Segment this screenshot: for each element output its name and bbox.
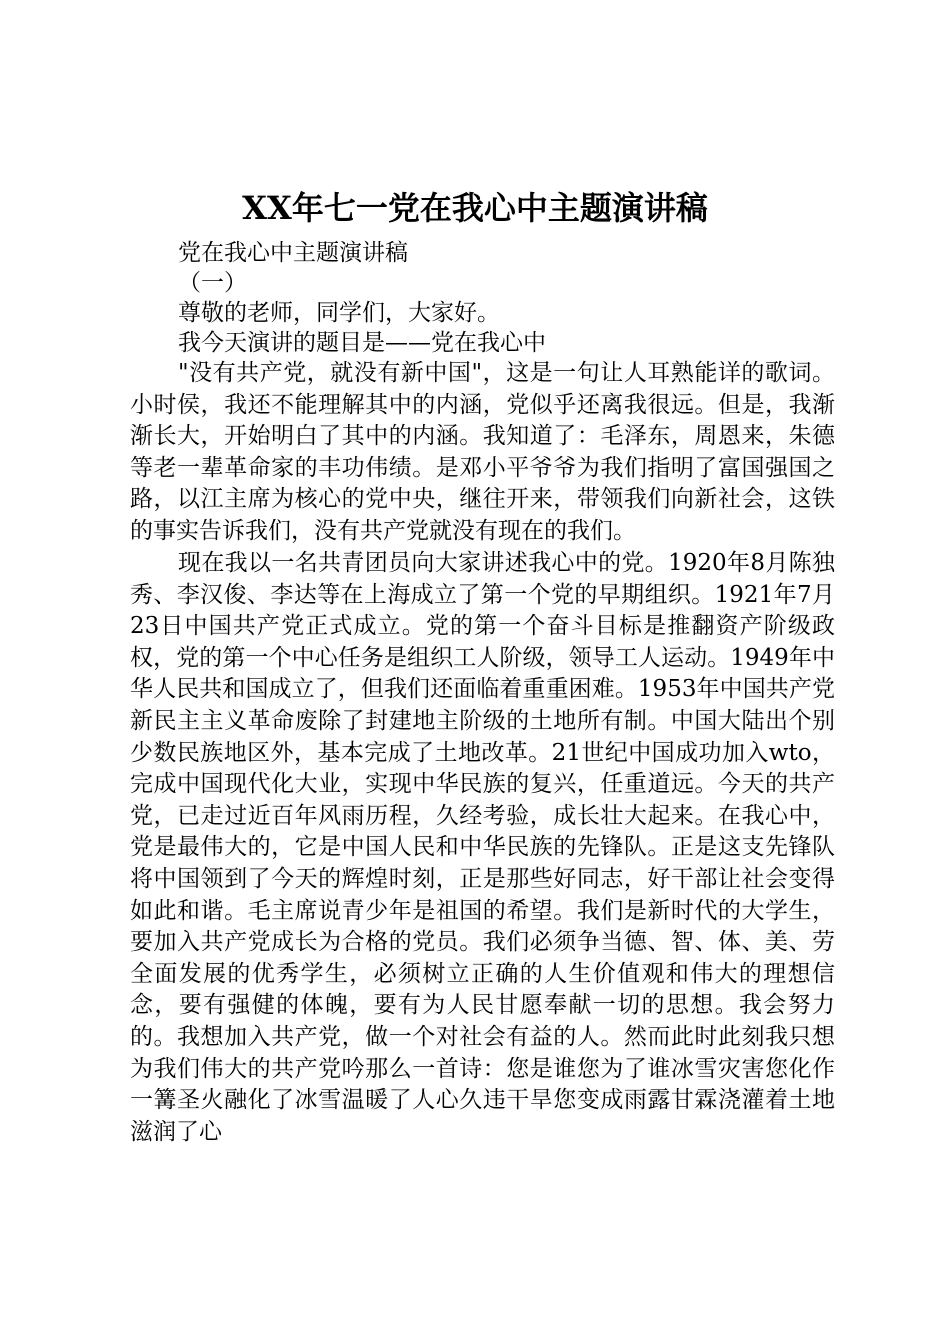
document-subtitle: 党在我心中主题演讲稿 bbox=[178, 240, 408, 266]
body-paragraph-2: 现在我以一名共青团员向大家讲述我心中的党。1920年8月陈独秀、李汉俊、李达等在上海成立了第一个党的早期组织。1921年7月23日中国共产党正式成立。党的第一个奋斗目标是推翻资产阶级政权，党的第一个中心任务是组织工人阶级，领导工人运动。1949年中华人民共和国成立了，但我们还面临着重重困难。1953年中国共产党新民主主义革命废除了封建地主阶级的土地所有制。中国大陆出个别少数民族地区外，基本完成了土地改革。21世纪中国成功加入wto，完成中国现代化大业，实现中华民族的复兴，任重道远。今天的共产党，已走过近百年风雨历程，久经考验，成长壮大起来。在我心中，党是最伟大的，它是中国人民和中华民族的先锋队。正是这支先锋队将中国领到了今天的辉煌时刻，正是那些好同志，好干部让社会变得如此和谐。毛主席说青少年是祖国的希望。我们是新时代的大学生，要加入共产党成长为合格的党员。我们必须争当德、智、体、美、劳全面发展的优秀学生，必须树立正确的人生价值观和伟大的理想信念，要有强健的体魄，要有为人民甘愿奉献一切的思想。我会努力的。我想加入共产党，做一个对社会有益的人。然而此时此刻我只想为我们伟大的共产党吟那么一首诗：您是谁您为了谁冰雪灾害您化作一篝圣火融化了冰雪温暖了人心久违干旱您变成雨露甘霖浇灌着土地滋润了心 bbox=[130, 550, 835, 1145]
greeting-line: 尊敬的老师，同学们，大家好。 bbox=[178, 300, 500, 326]
document-title: XX年七一党在我心中主题演讲稿 bbox=[242, 189, 708, 227]
topic-line: 我今天演讲的题目是——党在我心中 bbox=[178, 330, 546, 356]
section-marker: （一） bbox=[178, 270, 247, 296]
body-paragraph-1: "没有共产党，就没有新中国"，这是一句让人耳熟能详的歌词。小时侯，我还不能理解其中的内涵，党似乎还离我很远。但是，我渐渐长大，开始明白了其中的内涵。我知道了：毛泽东，周恩来，朱德等老一辈革命家的丰功伟绩。是邓小平爷爷为我们指明了富国强国之路，以江主席为核心的党中央，继往开来，带领我们向新社会，这铁的事实告诉我们，没有共产党就没有现在的我们。 bbox=[130, 360, 835, 544]
